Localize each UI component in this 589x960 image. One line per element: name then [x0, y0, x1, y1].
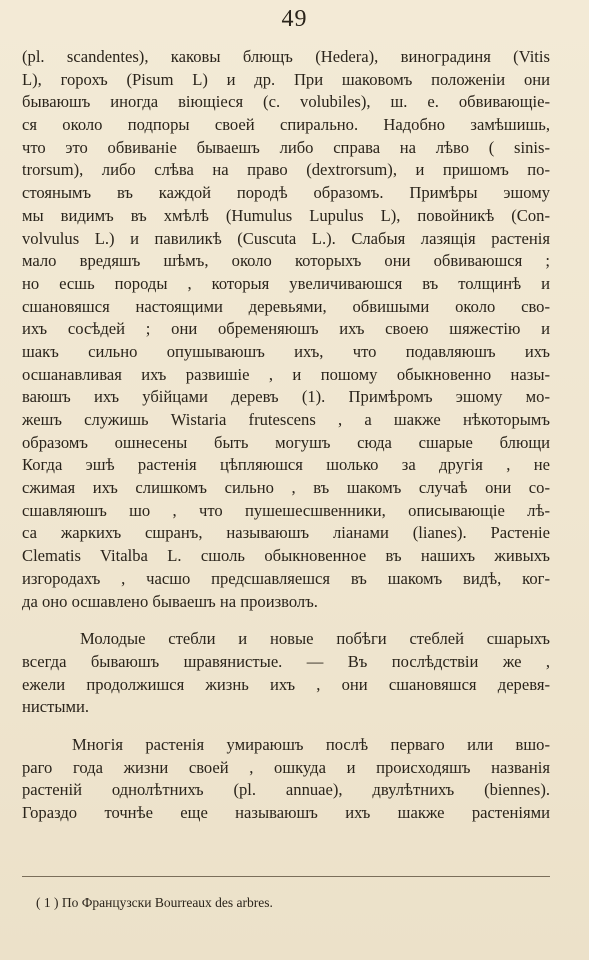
text-line: са жаркихъ сшранъ, называюшъ лiанами (lianes). Растенiе: [22, 523, 550, 543]
paragraph-3: [22, 734, 550, 825]
page-number: 49: [281, 6, 308, 32]
text-line: да оно осшавлено бываешъ на произволъ.: [22, 591, 318, 611]
text-line: сжимая ихъ слишкомъ сильно , въ шакомъ случаѣ они со-: [22, 478, 550, 498]
text-line: trorsum), либо слѣва на право (dextrorsum), и пришомъ по-: [22, 160, 550, 180]
text-line: L), горохъ (Pisum L) и др. При шаковомъ положенiи они: [22, 69, 550, 89]
text-line: мало вредяшъ шѣмъ, около которыхъ они обвиваюшся ;: [22, 251, 550, 271]
text-line: Когда эшѣ растенiя цѣпляюшся шолько за другiя , не: [22, 455, 550, 475]
footnote: ( 1 ) По Французски Bourreaux des arbres.: [36, 895, 273, 910]
text-line: изгородахъ , часшо предсшавляешся въ шакомъ видѣ, ког-: [22, 568, 550, 588]
text-line: нистыми.: [22, 697, 90, 717]
text-line: Гораздо точнѣе еще называюшъ ихъ шакже растенiями: [22, 803, 550, 822]
text-line: volvulus L.) и павиликѣ (Cuscuta L.). Слабыя лазящiя растенiя: [22, 228, 550, 248]
text-line: всегда бываюшъ шравянистые. — Въ послѣдствiи же ,: [22, 651, 550, 671]
text-line: Clematis Vitalba L. сшоль обыкновенное въ нашихъ живыхъ: [22, 546, 550, 566]
text-line: Многiя растенiя умираюшъ послѣ перваго или вшо-: [72, 734, 550, 754]
paragraph-1: [22, 46, 550, 613]
text-line: сшановяшся настоящими деревьями, обвишыми около сво-: [22, 296, 550, 316]
text-line: сшавляюшъ шо , что пушешесшвенники, описывающiе лѣ-: [22, 500, 550, 520]
text-line: стоянымъ въ каждой породѣ образомъ. Примѣры эшому: [22, 183, 550, 203]
text-line: осшанавливая ихъ развишiе , и пошому обыкновенно назы-: [22, 364, 550, 384]
text-line: (pl. scandentes), каковы блющъ (Hedera), виноградиня (Vitis: [22, 47, 550, 66]
text-line: мы видимъ въ хмѣлѣ (Humulus Lupulus L), повойникѣ (Con-: [22, 205, 550, 225]
body-text: [22, 46, 550, 825]
text-line: но есшь породы , которыя увеличиваюшся въ толщинѣ и: [22, 273, 550, 293]
text-line: Молодые стебли и новые побѣги стеблей сшарыхъ: [80, 629, 550, 649]
text-line: шакъ сильно опушываюшъ ихъ, что подавляюшъ ихъ: [22, 341, 550, 361]
paragraph-2: [22, 628, 550, 719]
text-line: ихъ сосѣдей ; они обременяюшъ ихъ своею шяжестiю и: [22, 319, 550, 339]
text-line: жешъ служишь Wistaria frutescens , а шакже нѣкоторымъ: [22, 410, 550, 429]
text-line: что это обвиванiе бываешъ либо справа на лѣво ( sinis-: [22, 137, 550, 157]
text-line: раго года жизни своей , ошкуда и происходяшъ названiя: [22, 757, 550, 777]
text-line: ваюшъ ихъ убiйцами деревъ (1). Примѣромъ эшому мо-: [22, 387, 550, 407]
text-line: растенiй однолѣтнихъ (pl. annuae), двулѣтнихъ (biennes).: [22, 780, 550, 800]
text-line: образомъ ошнесены быть могушъ сюда сшарые блющи: [22, 432, 550, 452]
text-line: ся около подпоры своей спирально. Надобно замѣшишь,: [22, 115, 550, 135]
text-line: ежели продолжишся жизнь ихъ , они сшановяшся деревя-: [22, 674, 550, 694]
footnote-divider: [22, 876, 550, 877]
text-line: бываюшъ иногда вiющiеся (c. volubiles), ш. е. обвивающiе-: [22, 92, 550, 112]
